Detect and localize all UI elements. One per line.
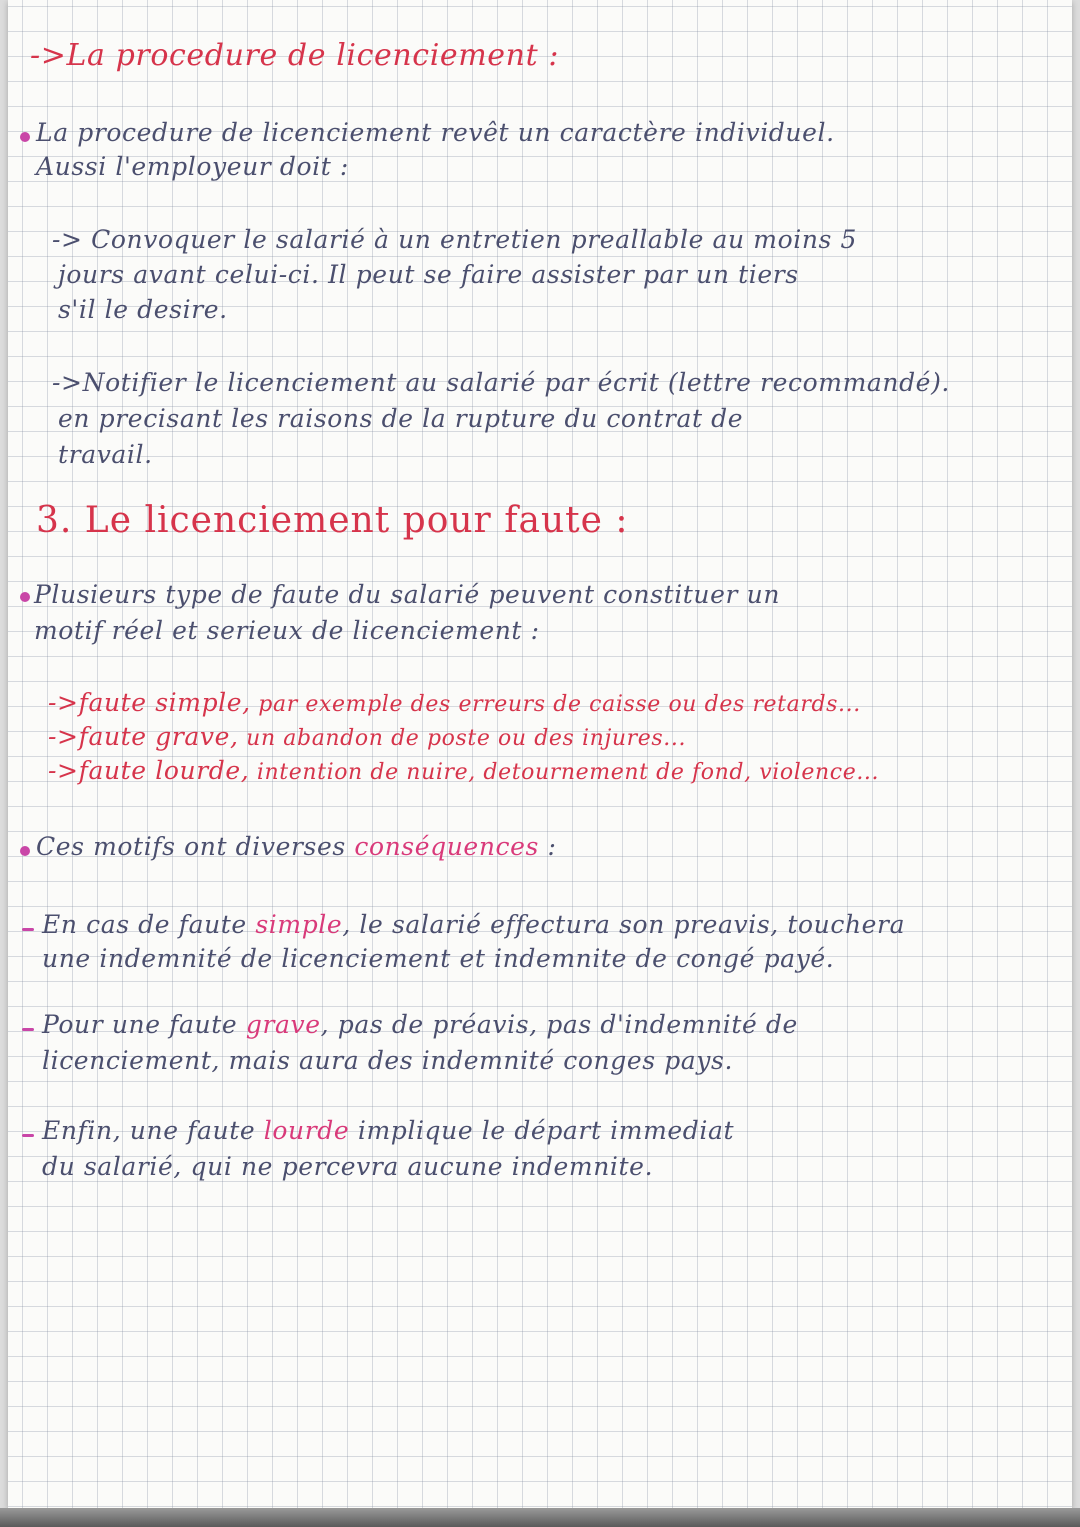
dash-icon <box>22 928 34 931</box>
notebook-binding <box>0 1508 1080 1527</box>
procedure-intro-line1: La procedure de licenciement revêt un caractère individuel. <box>36 118 835 147</box>
cons2-word: grave <box>245 1010 321 1039</box>
cons2-line2: licenciement, mais aura des indemnité conges pays. <box>42 1046 734 1075</box>
procedure-step1-line1: -> Convoquer le salarié à un entretien preallable au moins 5 <box>52 225 858 254</box>
faute-simple-label: ->faute simple, <box>48 688 251 717</box>
dash-icon <box>22 1028 34 1031</box>
faute-intro-line1: Plusieurs type de faute du salarié peuvent constituer un <box>34 580 781 609</box>
cons1-b: , le salarié effectura son preavis, touchera <box>342 910 906 939</box>
cons1-line1 <box>42 910 905 939</box>
faute-intro-line2: motif réel et serieux de licenciement : <box>34 616 540 645</box>
cons3-line2: du salarié, qui ne percevra aucune indemnite. <box>42 1152 654 1181</box>
consequences-suffix: : <box>538 832 557 861</box>
bullet-icon <box>20 846 30 856</box>
procedure-step2-line1: ->Notifier le licenciement au salarié par écrit (lettre recommandé). <box>52 368 950 397</box>
faute-lourde-text: intention de nuire, detournement de fond, violence... <box>249 760 880 785</box>
procedure-step2-line2: en precisant les raisons de la rupture du contrat de <box>58 404 744 433</box>
faute-grave-label: ->faute grave, <box>48 722 239 751</box>
procedure-step1-line3: s'il le desire. <box>58 295 228 324</box>
cons2-b: , pas de préavis, pas d'indemnité de <box>320 1010 798 1039</box>
dash-icon <box>22 1134 34 1137</box>
faute-grave-item <box>48 722 686 751</box>
consequences-prefix: Ces motifs ont diverses <box>36 832 355 861</box>
consequences-line <box>36 832 557 861</box>
cons3-a: Enfin, une faute <box>42 1116 264 1145</box>
faute-grave-text: un abandon de poste ou des injures... <box>238 726 687 751</box>
cons1-word: simple <box>255 910 343 939</box>
procedure-heading: ->La procedure de licenciement : <box>30 38 560 73</box>
faute-simple-item <box>48 688 861 717</box>
procedure-intro-line2: Aussi l'employeur doit : <box>36 152 349 181</box>
faute-simple-text: par exemple des erreurs de caisse ou des retards... <box>250 692 861 717</box>
cons3-word: lourde <box>263 1116 350 1145</box>
consequences-word: conséquences <box>354 832 539 861</box>
faute-lourde-item <box>48 756 879 785</box>
cons3-line1 <box>42 1116 734 1145</box>
notebook-page <box>8 0 1072 1508</box>
faute-section-title: 3. Le licenciement pour faute : <box>36 500 629 541</box>
bullet-icon <box>20 592 30 602</box>
faute-lourde-label: ->faute lourde, <box>48 756 250 785</box>
cons3-b: implique le départ immediat <box>349 1116 735 1145</box>
cons1-line2: une indemnité de licenciement et indemnite de congé payé. <box>42 944 835 973</box>
cons2-a: Pour une faute <box>42 1010 246 1039</box>
cons1-a: En cas de faute <box>42 910 256 939</box>
procedure-step2-line3: travail. <box>58 440 153 469</box>
cons2-line1 <box>42 1010 798 1039</box>
procedure-step1-line2: jours avant celui-ci. Il peut se faire assister par un tiers <box>58 260 799 289</box>
bullet-icon <box>20 132 30 142</box>
